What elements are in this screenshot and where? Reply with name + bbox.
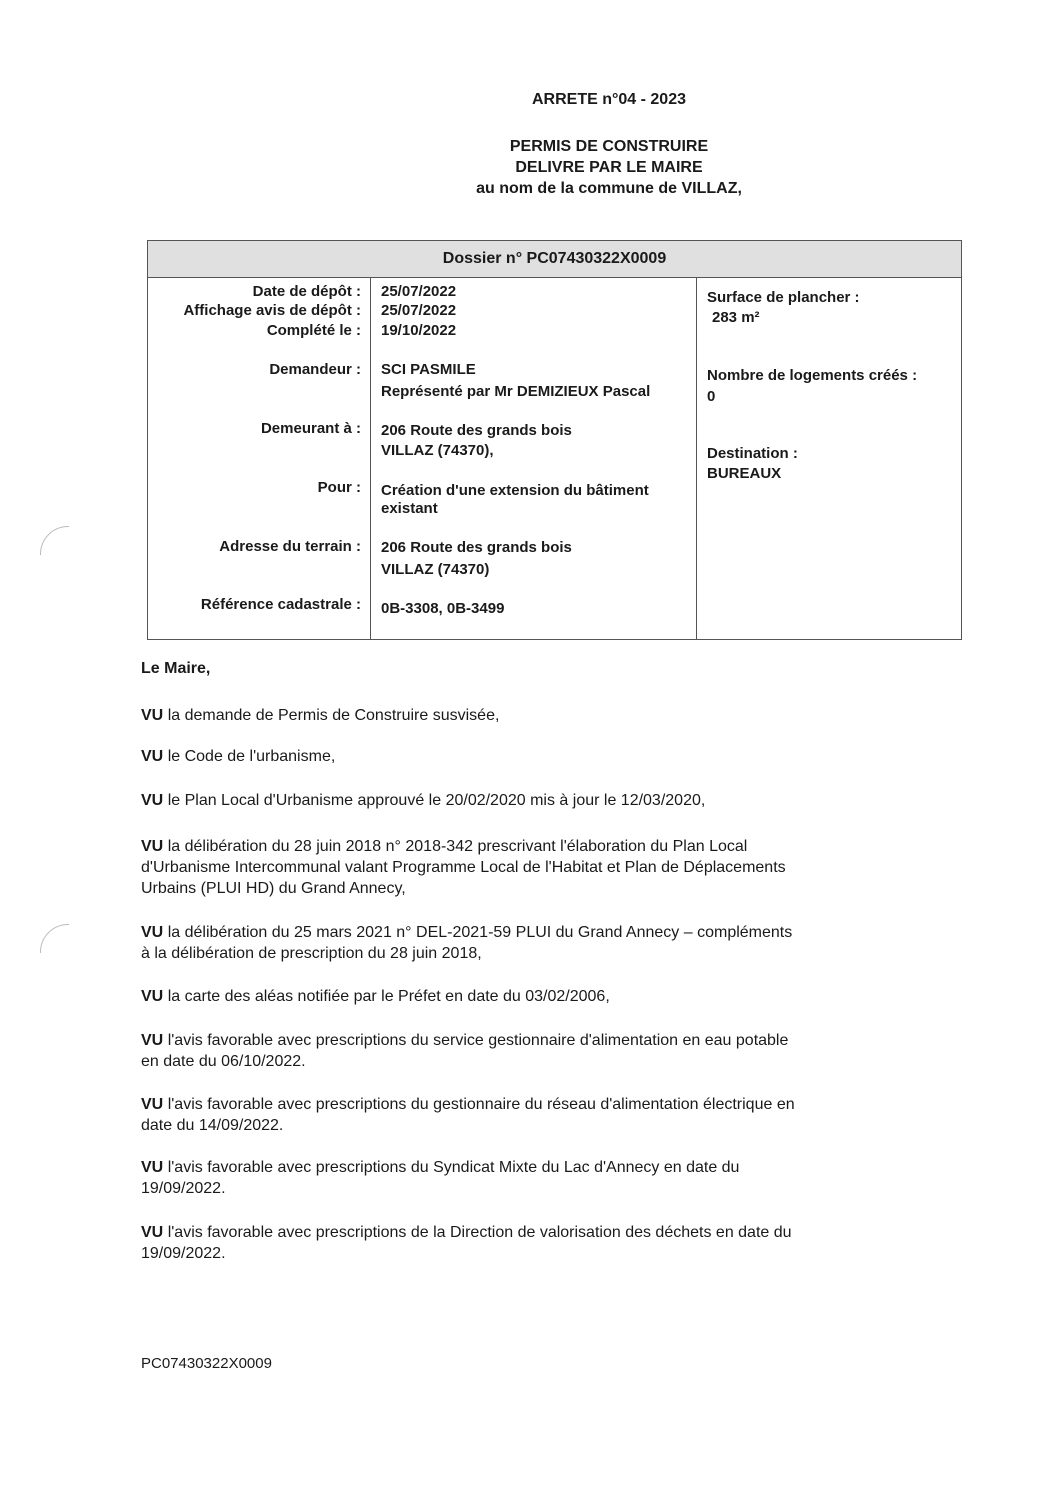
vu-paragraph-3: VU le Plan Local d'Urbanisme approuvé le 20/02/2020 mis à jour le 12/03/2020,	[141, 792, 706, 809]
label-adresse-terrain: Adresse du terrain :	[219, 538, 361, 555]
label-demeurant: Demeurant à :	[260, 420, 361, 437]
value-pour-line2: existant	[381, 500, 438, 517]
value-demandeur-representative: Représenté par Mr DEMIZIEUX Pascal	[381, 383, 651, 400]
value-demandeur-name: SCI PASMILE	[381, 361, 476, 378]
value-adresse-city: VILLAZ (74370)	[381, 561, 490, 578]
arrete-number: ARRETE n°04 - 2023	[531, 91, 686, 108]
permit-title	[80, 136, 1058, 199]
logements-label: Nombre de logements créés :	[707, 367, 918, 384]
permit-title-line3: au nom de la commune de VILLAZ,	[476, 180, 742, 197]
footer-reference: PC07430322X0009	[141, 1355, 272, 1372]
label-affichage: Affichage avis de dépôt :	[183, 302, 361, 319]
vu-label: VU	[141, 748, 164, 765]
label-complete: Complété le :	[266, 322, 361, 339]
value-reference-cadastrale: 0B-3308, 0B-3499	[381, 600, 505, 617]
vu-label: VU	[141, 792, 164, 809]
punch-hole-mark	[40, 924, 69, 953]
dossier-title: Dossier n° PC07430322X0009	[148, 241, 961, 278]
vu-paragraph-8: VU l'avis favorable avec prescriptions du gestionnaire du réseau d'alimentation électrique en date du 14/09/2022.	[141, 1096, 795, 1134]
vu-paragraph-6: VU la carte des aléas notifiée par le Préfet en date du 03/02/2006,	[141, 988, 610, 1005]
vu-paragraph-10: VU l'avis favorable avec prescriptions de la Direction de valorisation des déchets en date du 19/09/2022.	[141, 1224, 792, 1262]
label-reference-cadastrale: Référence cadastrale :	[200, 596, 361, 613]
vu-paragraph-4: VU la délibération du 28 juin 2018 n° 2018-342 prescrivant l'élaboration du Plan Local d'Urbanisme Intercommunal valant Programme Local de l'Habitat et Plan de Déplacements Urbains (PLUI HD) du Grand Annecy,	[141, 838, 786, 897]
value-complete: 19/10/2022	[381, 322, 457, 339]
vu-label: VU	[141, 1032, 164, 1049]
vu-paragraph-9: VU l'avis favorable avec prescriptions du Syndicat Mixte du Lac d'Annecy en date du 19/09/2022.	[141, 1159, 740, 1197]
value-affichage: 25/07/2022	[381, 302, 457, 319]
destination-label: Destination :	[707, 445, 798, 462]
punch-hole-mark	[40, 526, 69, 555]
vu-label: VU	[141, 707, 164, 724]
vu-label: VU	[141, 1159, 164, 1176]
label-pour: Pour :	[317, 479, 361, 496]
vu-label: VU	[141, 924, 164, 941]
column-divider	[696, 277, 697, 639]
surface-label: Surface de plancher :	[707, 289, 860, 306]
value-date-depot: 25/07/2022	[381, 283, 457, 300]
value-adresse-street: 206 Route des grands bois	[381, 539, 572, 556]
vu-paragraph-5: VU la délibération du 25 mars 2021 n° DEL-2021-59 PLUI du Grand Annecy – compléments à la délibération de prescription du 28 juin 2018,	[141, 924, 793, 962]
permit-title-line2: DELIVRE PAR LE MAIRE	[515, 159, 703, 176]
permit-title-line1: PERMIS DE CONSTRUIRE	[509, 138, 709, 155]
column-divider	[370, 277, 371, 639]
destination-value: BUREAUX	[707, 465, 782, 482]
vu-paragraph-7: VU l'avis favorable avec prescriptions du service gestionnaire d'alimentation en eau potable en date du 06/10/2022.	[141, 1032, 789, 1070]
vu-paragraph-2: VU le Code de l'urbanisme,	[141, 748, 336, 765]
value-pour-line1: Création d'une extension du bâtiment	[381, 482, 649, 499]
vu-label: VU	[141, 1224, 164, 1241]
label-demandeur: Demandeur :	[269, 361, 361, 378]
surface-value: 283 m²	[712, 309, 760, 326]
vu-paragraph-1: VU la demande de Permis de Construire susvisée,	[141, 707, 500, 724]
label-date-depot: Date de dépôt :	[252, 283, 361, 300]
vu-label: VU	[141, 988, 164, 1005]
value-demeurant-street: 206 Route des grands bois	[381, 422, 572, 439]
logements-value: 0	[707, 388, 716, 405]
value-demeurant-city: VILLAZ (74370),	[381, 442, 494, 459]
le-maire-heading: Le Maire,	[141, 660, 211, 677]
vu-label: VU	[141, 838, 164, 855]
vu-label: VU	[141, 1096, 164, 1113]
dossier-table	[147, 240, 962, 640]
